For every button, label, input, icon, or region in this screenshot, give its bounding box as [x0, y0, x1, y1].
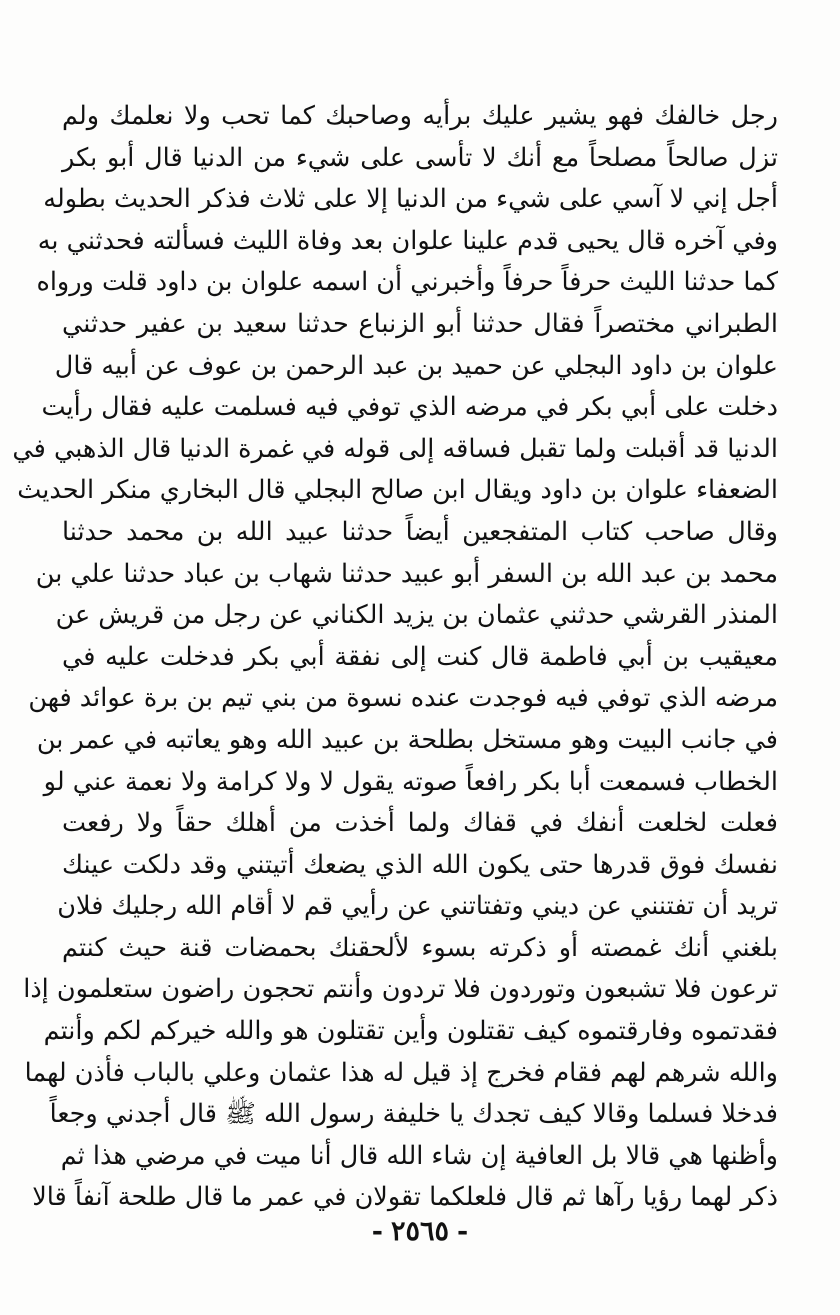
- text-line: مرضه الذي توفي فيه فوجدت عنده نسوة من بني تيم بن برة عوائد فهن: [28, 683, 778, 714]
- text-line: تزل صالحاً مصلحاً مع أنك لا تأسى على شيء من الدنيا قال أبو بكر: [62, 142, 778, 173]
- text-line: دخلت على أبي بكر في مرضه الذي توفي فيه فسلمت عليه فقال رأيت: [41, 392, 778, 423]
- text-line: وقال صاحب كتاب المتفجعين أيضاً حدثنا عبيد الله بن محمد حدثنا: [62, 516, 778, 547]
- text-line: المنذر القرشي حدثني عثمان بن يزيد الكناني عن رجل من قريش عن: [55, 600, 778, 631]
- text-line: فعلت لخلعت أنفك في قفاك ولما أخذت من أهلك حقاً ولا رفعت: [62, 808, 778, 839]
- text-line: نفسك فوق قدرها حتى يكون الله الذي يضعك أتيتني وقد دلكت عينك: [62, 849, 778, 880]
- text-line: ترعون فلا تشبعون وتوردون فلا تردون وأنتم تحجون راضون ستعلمون إذا: [23, 974, 778, 1005]
- text-line: وفي آخره قال يحيى قدم علينا علوان بعد وفاة الليث فسألته فحدثني به: [37, 225, 778, 256]
- text-line: وأظنها هي قالا بل العافية إن شاء الله قال أنا ميت في مرضي هذا ثم: [60, 1140, 778, 1171]
- page-number-dash: -: [371, 1216, 383, 1247]
- text-line: أجل إني لا آسي على شيء من الدنيا إلا على ثلاث فذكر الحديث بطوله: [43, 184, 778, 215]
- text-line: فقدتموه وفارقتموه كيف تقتلون وأين تقتلون هو والله خيركم لكم وأنتم: [43, 1016, 778, 1047]
- text-line: الدنيا قد أقبلت ولما تقبل فساقه إلى قوله في غمرة الدنيا قال الذهبي في: [12, 433, 778, 464]
- text-line: الضعفاء علوان بن داود ويقال ابن صالح البجلي قال البخاري منكر الحديث: [17, 475, 778, 506]
- page-number: [0, 1216, 840, 1247]
- text-line: علوان بن داود البجلي عن حميد بن عبد الرحمن بن عوف عن أبيه قال: [54, 350, 778, 381]
- text-line: رجل خالفك فهو يشير عليك برأيه وصاحبك كما تحب ولا نعلمك ولم: [62, 101, 778, 131]
- text-line: فدخلا فسلما وقالا كيف تجدك يا خليفة رسول الله ﷺ قال أجدني وجعاً: [49, 1099, 778, 1130]
- text-line: والله شرهم لهم فقام فخرج إذ قيل له هذا عثمان وعلي بالباب فأذن لهما: [24, 1057, 778, 1088]
- body-text: [12, 96, 778, 1219]
- text-line: كما حدثنا الليث حرفاً حرفاً وأخبرني أن اسمه علوان بن داود قلت ورواه: [36, 267, 778, 298]
- text-line: محمد بن عبد الله بن السفر أبو عبيد حدثنا شهاب بن عباد حدثنا علي بن: [35, 558, 778, 589]
- page-number-value: ٢٥٦٥: [390, 1216, 449, 1247]
- text-line: الطبراني مختصراً فقال حدثنا أبو الزنباع حدثنا سعيد بن عفير حدثني: [62, 308, 778, 339]
- text-line: معيقيب بن أبي فاطمة قال كنت إلى نفقة أبي بكر فدخلت عليه في: [62, 641, 778, 672]
- text-line: الخطاب فسمعت أبا بكر رافعاً صوته يقول لا ولا كرامة ولا نعمة عني لو: [43, 766, 778, 797]
- text-line: بلغني أنك غمصته أو ذكرته بسوء لألحقنك بحمضات قنة حيث كنتم: [62, 932, 778, 963]
- page-number-dash: -: [457, 1216, 469, 1247]
- text-line: تريد أن تفتنني عن ديني وتفتاتني عن رأيي قم لا أقام الله رجليك فلان: [57, 891, 778, 922]
- text-line: ذكر لهما رؤيا رآها ثم قال فلعلكما تقولان في عمر ما قال طلحة آنفاً قالا: [32, 1182, 778, 1213]
- text-line: في جانب البيت وهو مستخل بطلحة بن عبيد الله وهو يعاتبه في عمر بن: [36, 724, 778, 755]
